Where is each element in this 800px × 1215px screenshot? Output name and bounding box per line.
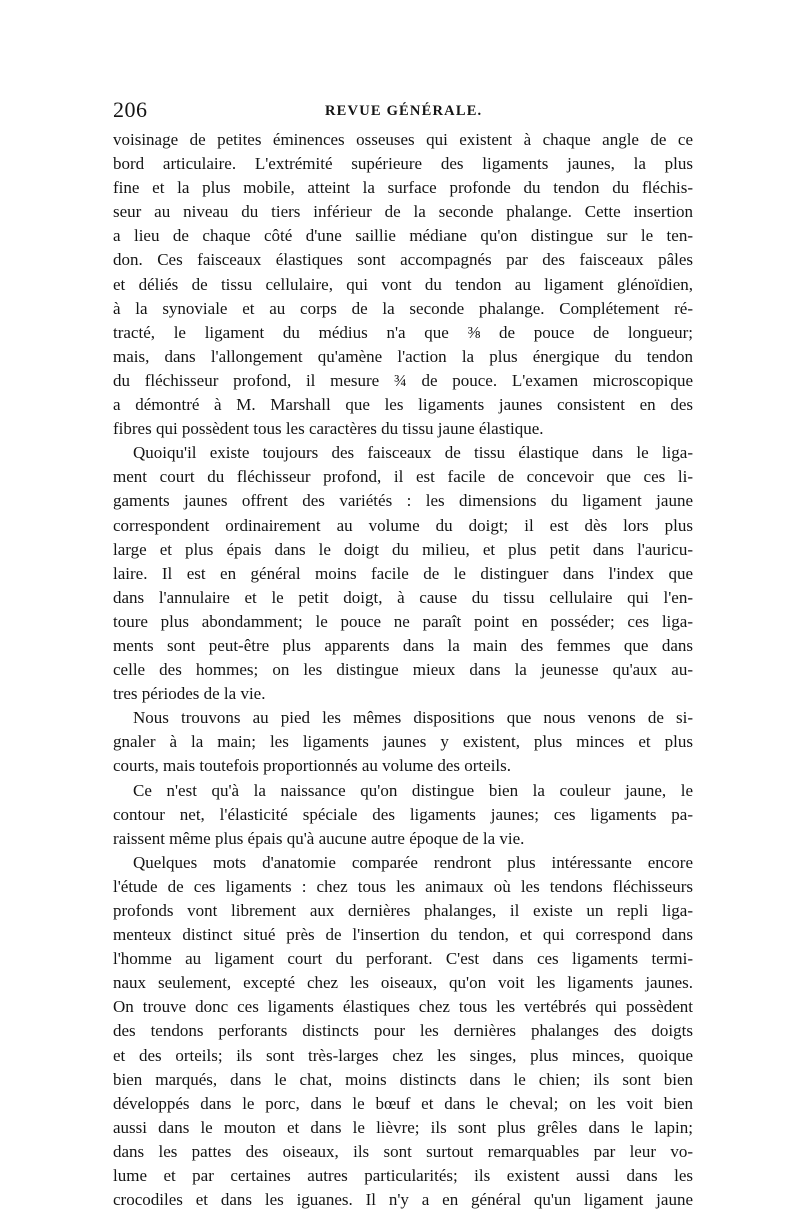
text-line: tres périodes de la vie. (113, 684, 266, 704)
text-line: don. Ces faisceaux élastiques sont accompagnés par des faisceaux pâles (113, 250, 693, 270)
text-line: dans l'annulaire et le petit doigt, à cause du tissu cellulaire qui l'en- (113, 587, 693, 607)
text-line: large et plus épais dans le doigt du milieu, et plus petit dans l'auricu- (113, 539, 693, 559)
text-line: profonds vont librement aux dernières phalanges, il existe un repli liga- (113, 901, 693, 920)
page-header (113, 96, 693, 124)
text-line: ment court du fléchisseur profond, il est facile de concevoir que ces li- (113, 467, 693, 487)
text-line: Quelques mots d'anatomie comparée rendront plus intéressante encore (133, 852, 693, 872)
text-line: gaments jaunes offrent des variétés : les dimensions du ligament jaune (113, 491, 693, 511)
text-line: gnaler à la main; les ligaments jaunes y existent, plus minces et plus (113, 732, 693, 752)
text-line: Nous trouvons au pied les mêmes dispositions que nous venons de si- (133, 708, 693, 728)
text-line: fibres qui possèdent tous les caractères du tissu jaune élastique. (113, 419, 544, 439)
text-line: des tendons perforants distincts pour les dernières phalanges des doigts (113, 1021, 693, 1041)
text-line: contour net, l'élasticité spéciale des ligaments jaunes; ces ligaments pa- (113, 804, 693, 824)
text-line: voisinage de petites éminences osseuses qui existent à chaque angle de ce (113, 130, 693, 149)
text-line: Quoiqu'il existe toujours des faisceaux de tissu élastique dans le liga- (133, 443, 693, 463)
text-line: du fléchisseur profond, il mesure ¾ de pouce. L'examen microscopique (113, 370, 693, 390)
text-line: On trouve donc ces ligaments élastiques chez tous les vertébrés qui possèdent (113, 997, 693, 1017)
text-line: seur au niveau du tiers inférieur de la seconde phalange. Cette insertion (113, 202, 693, 222)
text-line: développés dans le porc, dans le bœuf et dans le cheval; on les voit bien (113, 1093, 693, 1113)
text-line: toure plus abondamment; le pouce ne paraît point en posséder; ces liga- (113, 611, 693, 631)
text-line: lume et par certaines autres particularités; ils existent aussi dans les (113, 1166, 693, 1186)
text-line: mais, dans l'allongement qu'amène l'action la plus énergique du tendon (113, 346, 693, 366)
text-line: et déliés de tissu cellulaire, qui vont du tendon au ligament glénoïdien, (113, 274, 693, 294)
text-line: laire. Il est en général moins facile de le distinguer dans l'index que (113, 563, 693, 583)
text-line: naux seulement, excepté chez les oiseaux, qu'on voit les ligaments jaunes. (113, 973, 693, 993)
text-line: l'homme au ligament court du perforant. C'est dans ces ligaments termi- (113, 949, 693, 969)
text-line: crocodiles et dans les iguanes. Il n'y a en général qu'un ligament jaune (113, 1190, 693, 1210)
text-line: fine et la plus mobile, atteint la surface profonde du tendon du fléchis- (113, 178, 693, 198)
text-line: dans les pattes des oiseaux, ils sont surtout remarquables par leur vo- (113, 1141, 693, 1161)
text-line: à la synoviale et au corps de la seconde phalange. Complétement ré- (113, 298, 693, 318)
running-head: REVUE GÉNÉRALE. (325, 103, 483, 119)
text-line: et des orteils; ils sont très-larges chez les singes, plus minces, quoique (113, 1045, 693, 1065)
text-line: tracté, le ligament du médius n'a que ⅜ de pouce de longueur; (113, 322, 693, 342)
text-line: aussi dans le mouton et dans le lièvre; ils sont plus grêles dans le lapin; (113, 1117, 693, 1137)
text-line: a lieu de chaque côté d'une saillie médiane qu'on distingue sur le ten- (113, 226, 693, 246)
text-line: celle des hommes; on les distingue mieux dans la jeunesse qu'aux au- (113, 660, 693, 680)
text-line: courts, mais toutefois proportionnés au volume des orteils. (113, 756, 512, 776)
page-number: 206 (113, 97, 148, 122)
text-line: ments sont peut-être plus apparents dans la main des femmes que dans (113, 635, 693, 655)
text-line: correspondent ordinairement au volume du doigt; il est dès lors plus (113, 515, 693, 535)
text-line: menteux distinct situé près de l'insertion du tendon, et qui correspond dans (113, 925, 693, 945)
text-line: bien marqués, dans le chat, moins distincts dans le chien; ils sont bien (113, 1069, 693, 1089)
text-line: a démontré à M. Marshall que les ligaments jaunes consistent en des (113, 395, 693, 415)
body-text (113, 128, 693, 1212)
text-line: bord articulaire. L'extrémité supérieure des ligaments jaunes, la plus (113, 154, 693, 174)
text-line: raissent même plus épais qu'à aucune autre époque de la vie. (113, 828, 525, 848)
text-line: Ce n'est qu'à la naissance qu'on distingue bien la couleur jaune, le (133, 780, 693, 800)
text-line: l'étude de ces ligaments : chez tous les animaux où les tendons fléchisseurs (113, 876, 693, 896)
